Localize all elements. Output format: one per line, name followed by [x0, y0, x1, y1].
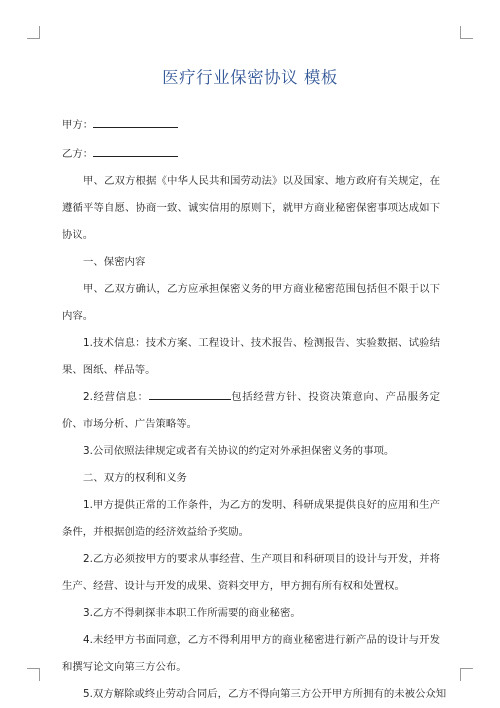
document-title: 医疗行业保密协议 模板: [162, 68, 338, 87]
party-a-blank[interactable]: [93, 116, 178, 128]
crop-mark-bottom-right: [460, 668, 473, 681]
crop-mark-bottom-left: [27, 668, 40, 681]
crop-mark-top-left: [27, 26, 40, 39]
intro-paragraph: 甲、乙双方根据《中华人民共和国劳动法》以及国家、地方政府有关规定，在遵循平等自愿、协商一致、诚实信用的原则下，就甲方商业秘密保密事项达成如下协议。: [62, 175, 440, 241]
rights-paragraph-2: 2.乙方必须按甲方的要求从事经营、生产项目和科研项目的设计与开发，并将生产、经营、设计与开发的成果、资料交甲方，甲方拥有所有权和处置权。: [62, 553, 440, 592]
section-heading-2: 二、双方的权利和义务: [83, 472, 187, 484]
document-body: [62, 112, 447, 708]
legal-obligation-paragraph: 3.公司依照法律规定或者有关协议的约定对外承担保密义务的事项。: [83, 445, 395, 457]
rights-paragraph-5: 5.双方解除或终止劳动合同后，乙方不得向第三方公开甲方所拥有的未被公众知: [83, 688, 447, 700]
party-b-blank[interactable]: [93, 145, 178, 157]
party-a-label: 甲方：: [62, 119, 94, 131]
rights-paragraph-1: 1.甲方提供正常的工作条件，为乙方的发明、科研成果提供良好的应用和生产条件，并根据创造的经济效益给予奖励。: [62, 499, 440, 538]
business-info-blank[interactable]: [149, 388, 231, 400]
party-b-label: 乙方：: [62, 148, 94, 160]
crop-mark-top-right: [460, 26, 473, 39]
party-b-line: [62, 145, 440, 162]
business-info-paragraph: [62, 384, 440, 438]
tech-info-paragraph: 1.技术信息：技术方案、工程设计、技术报告、检测报告、实验数据、试验结果、图纸、样品等。: [62, 337, 440, 376]
business-info-prefix: 2.经营信息：: [83, 391, 149, 403]
party-a-line: [62, 116, 440, 133]
business-info-suffix: 包括经营方针、投资决策意向、产品服务定价、市场分析、广告策略等。: [62, 391, 440, 430]
section-heading-1: 一、保密内容: [83, 256, 146, 268]
rights-paragraph-4: 4.未经甲方书面同意，乙方不得利用甲方的商业秘密进行新产品的设计与开发和撰写论文向第三方公布。: [62, 634, 440, 673]
rights-paragraph-3: 3.乙方不得刺探非本职工作所需要的商业秘密。: [83, 607, 301, 619]
scope-paragraph: 甲、乙双方确认，乙方应承担保密义务的甲方商业秘密范围包括但不限于以下内容。: [62, 283, 440, 322]
